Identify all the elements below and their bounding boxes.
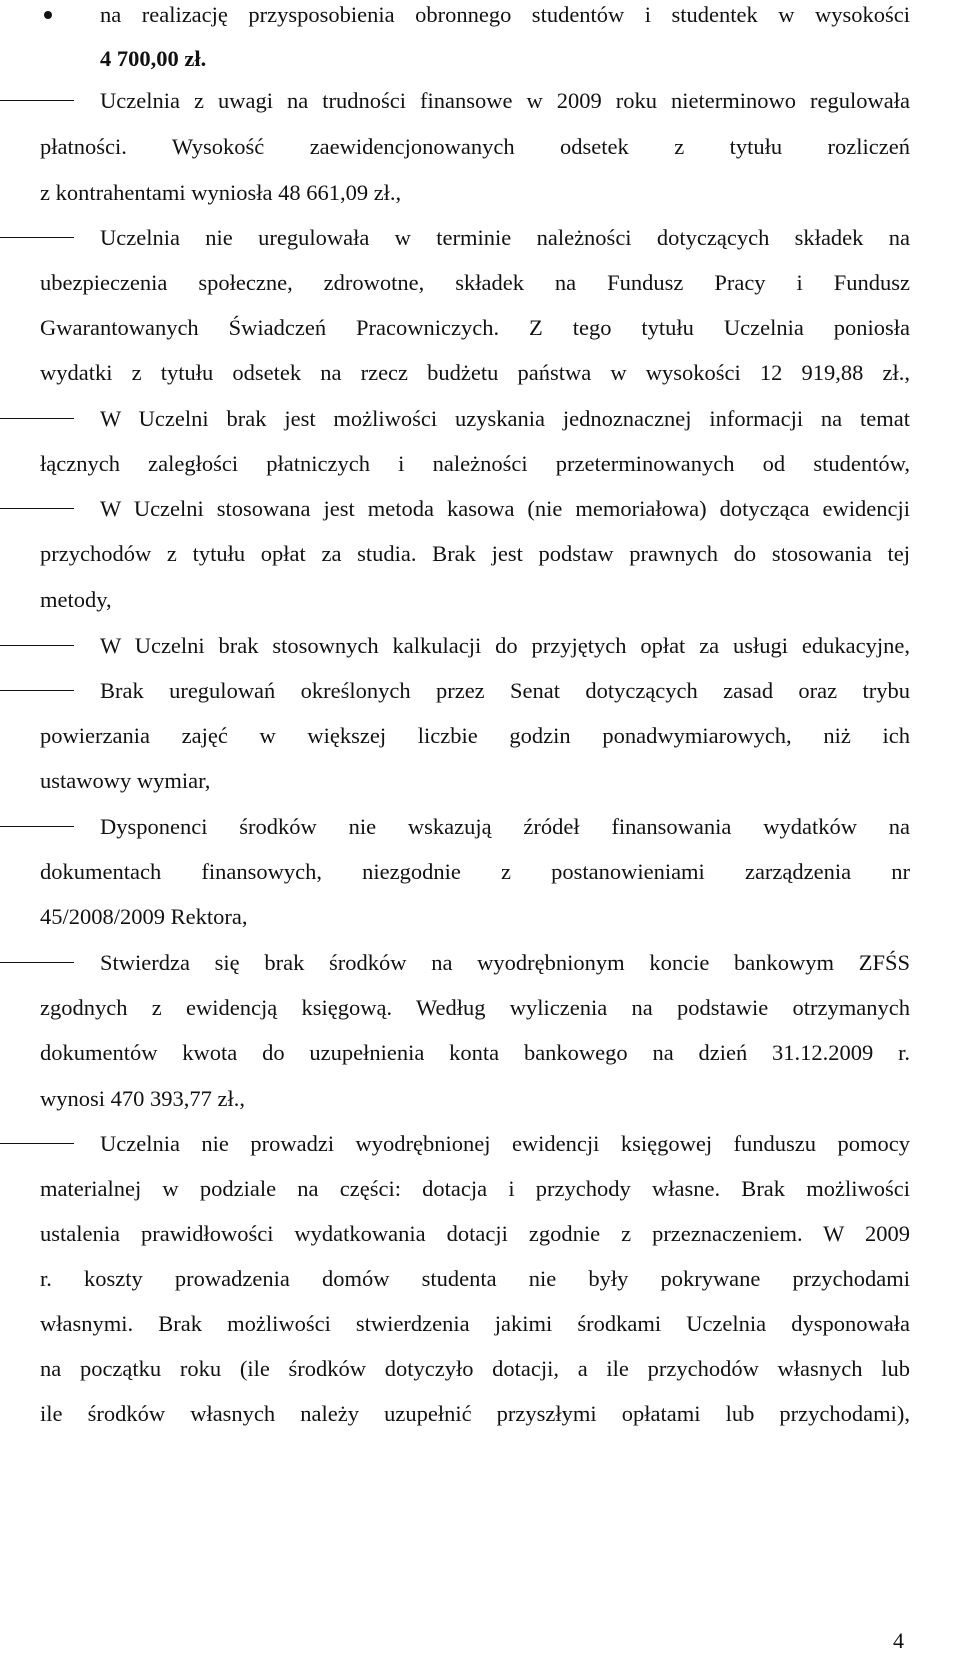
bullet-marker — [44, 11, 52, 19]
page-number: 4 — [893, 1628, 904, 1653]
text-line: metody, — [40, 587, 112, 612]
dash-marker — [0, 508, 74, 509]
text-line: Dysponenci środków nie wskazują źródeł finansowania wydatków na — [100, 814, 910, 839]
text-line: ustalenia prawidłowości wydatkowania dotacji zgodnie z przeznaczeniem. W 2009 — [40, 1221, 910, 1246]
text-line: materialnej w podziale na części: dotacja i przychody własne. Brak możliwości — [40, 1176, 910, 1201]
text-line: W Uczelni brak jest możliwości uzyskania jednoznacznej informacji na temat — [100, 406, 910, 431]
text-line: łącznych zaległości płatniczych i należności przeterminowanych od studentów, — [40, 451, 910, 476]
text-line: Brak uregulowań określonych przez Senat dotyczących zasad oraz trybu — [100, 678, 910, 703]
dash-marker — [0, 962, 74, 963]
dash-marker — [0, 645, 74, 646]
dash-marker — [0, 418, 74, 419]
text-line: powierzania zajęć w większej liczbie godzin ponadwymiarowych, niż ich — [40, 723, 910, 748]
text-line: W Uczelni brak stosownych kalkulacji do przyjętych opłat za usługi edukacyjne, — [100, 633, 910, 658]
text-line: W Uczelni stosowana jest metoda kasowa (nie memoriałowa) dotycząca ewidencji — [100, 496, 910, 521]
text-line: Stwierdza się brak środków na wyodrębnionym koncie bankowym ZFŚS — [100, 950, 910, 975]
text-line: r. koszty prowadzenia domów studenta nie były pokrywane przychodami — [40, 1266, 910, 1291]
dash-marker — [0, 826, 74, 827]
text-line: na początku roku (ile środków dotyczyło dotacji, a ile przychodów własnych lub — [40, 1356, 910, 1381]
text-line: wydatki z tytułu odsetek na rzecz budżetu państwa w wysokości 12 919,88 zł., — [40, 360, 910, 385]
text-line: dokumentów kwota do uzupełnienia konta bankowego na dzień 31.12.2009 r. — [40, 1040, 910, 1065]
text-line: Uczelnia nie uregulowała w terminie należności dotyczących składek na — [100, 225, 910, 250]
text-line: dokumentach finansowych, niezgodnie z postanowieniami zarządzenia nr — [40, 859, 910, 884]
text-line: Uczelnia z uwagi na trudności finansowe w 2009 roku nieterminowo regulowała — [100, 88, 910, 113]
text-line: zgodnych z ewidencją księgową. Według wyliczenia na podstawie otrzymanych — [40, 995, 910, 1020]
dash-marker — [0, 690, 74, 691]
text-line: przychodów z tytułu opłat za studia. Brak jest podstaw prawnych do stosowania tej — [40, 541, 910, 566]
dash-marker — [0, 237, 74, 238]
dash-marker — [0, 100, 74, 101]
text-line: ustawowy wymiar, — [40, 768, 211, 793]
text-line: Uczelnia nie prowadzi wyodrębnionej ewidencji księgowej funduszu pomocy — [100, 1131, 910, 1156]
dash-marker — [0, 1143, 74, 1144]
text-line: 45/2008/2009 Rektora, — [40, 904, 248, 929]
text-line-amount: 4 700,00 zł. — [100, 46, 207, 71]
text-line: z kontrahentami wyniosła 48 661,09 zł., — [40, 180, 402, 205]
text-line: własnymi. Brak możliwości stwierdzenia jakimi środkami Uczelnia dysponowała — [40, 1311, 910, 1336]
text-line: wynosi 470 393,77 zł., — [40, 1086, 245, 1111]
text-line: ile środków własnych należy uzupełnić przyszłymi opłatami lub przychodami), — [40, 1401, 910, 1426]
text-line: ubezpieczenia społeczne, zdrowotne, składek na Fundusz Pracy i Fundusz — [40, 270, 910, 295]
text-line: płatności. Wysokość zaewidencjonowanych odsetek z tytułu rozliczeń — [40, 134, 910, 159]
text-line: na realizację przysposobienia obronnego studentów i studentek w wysokości — [100, 2, 910, 27]
text-line: Gwarantowanych Świadczeń Pracowniczych. Z tego tytułu Uczelnia poniosła — [40, 315, 910, 340]
